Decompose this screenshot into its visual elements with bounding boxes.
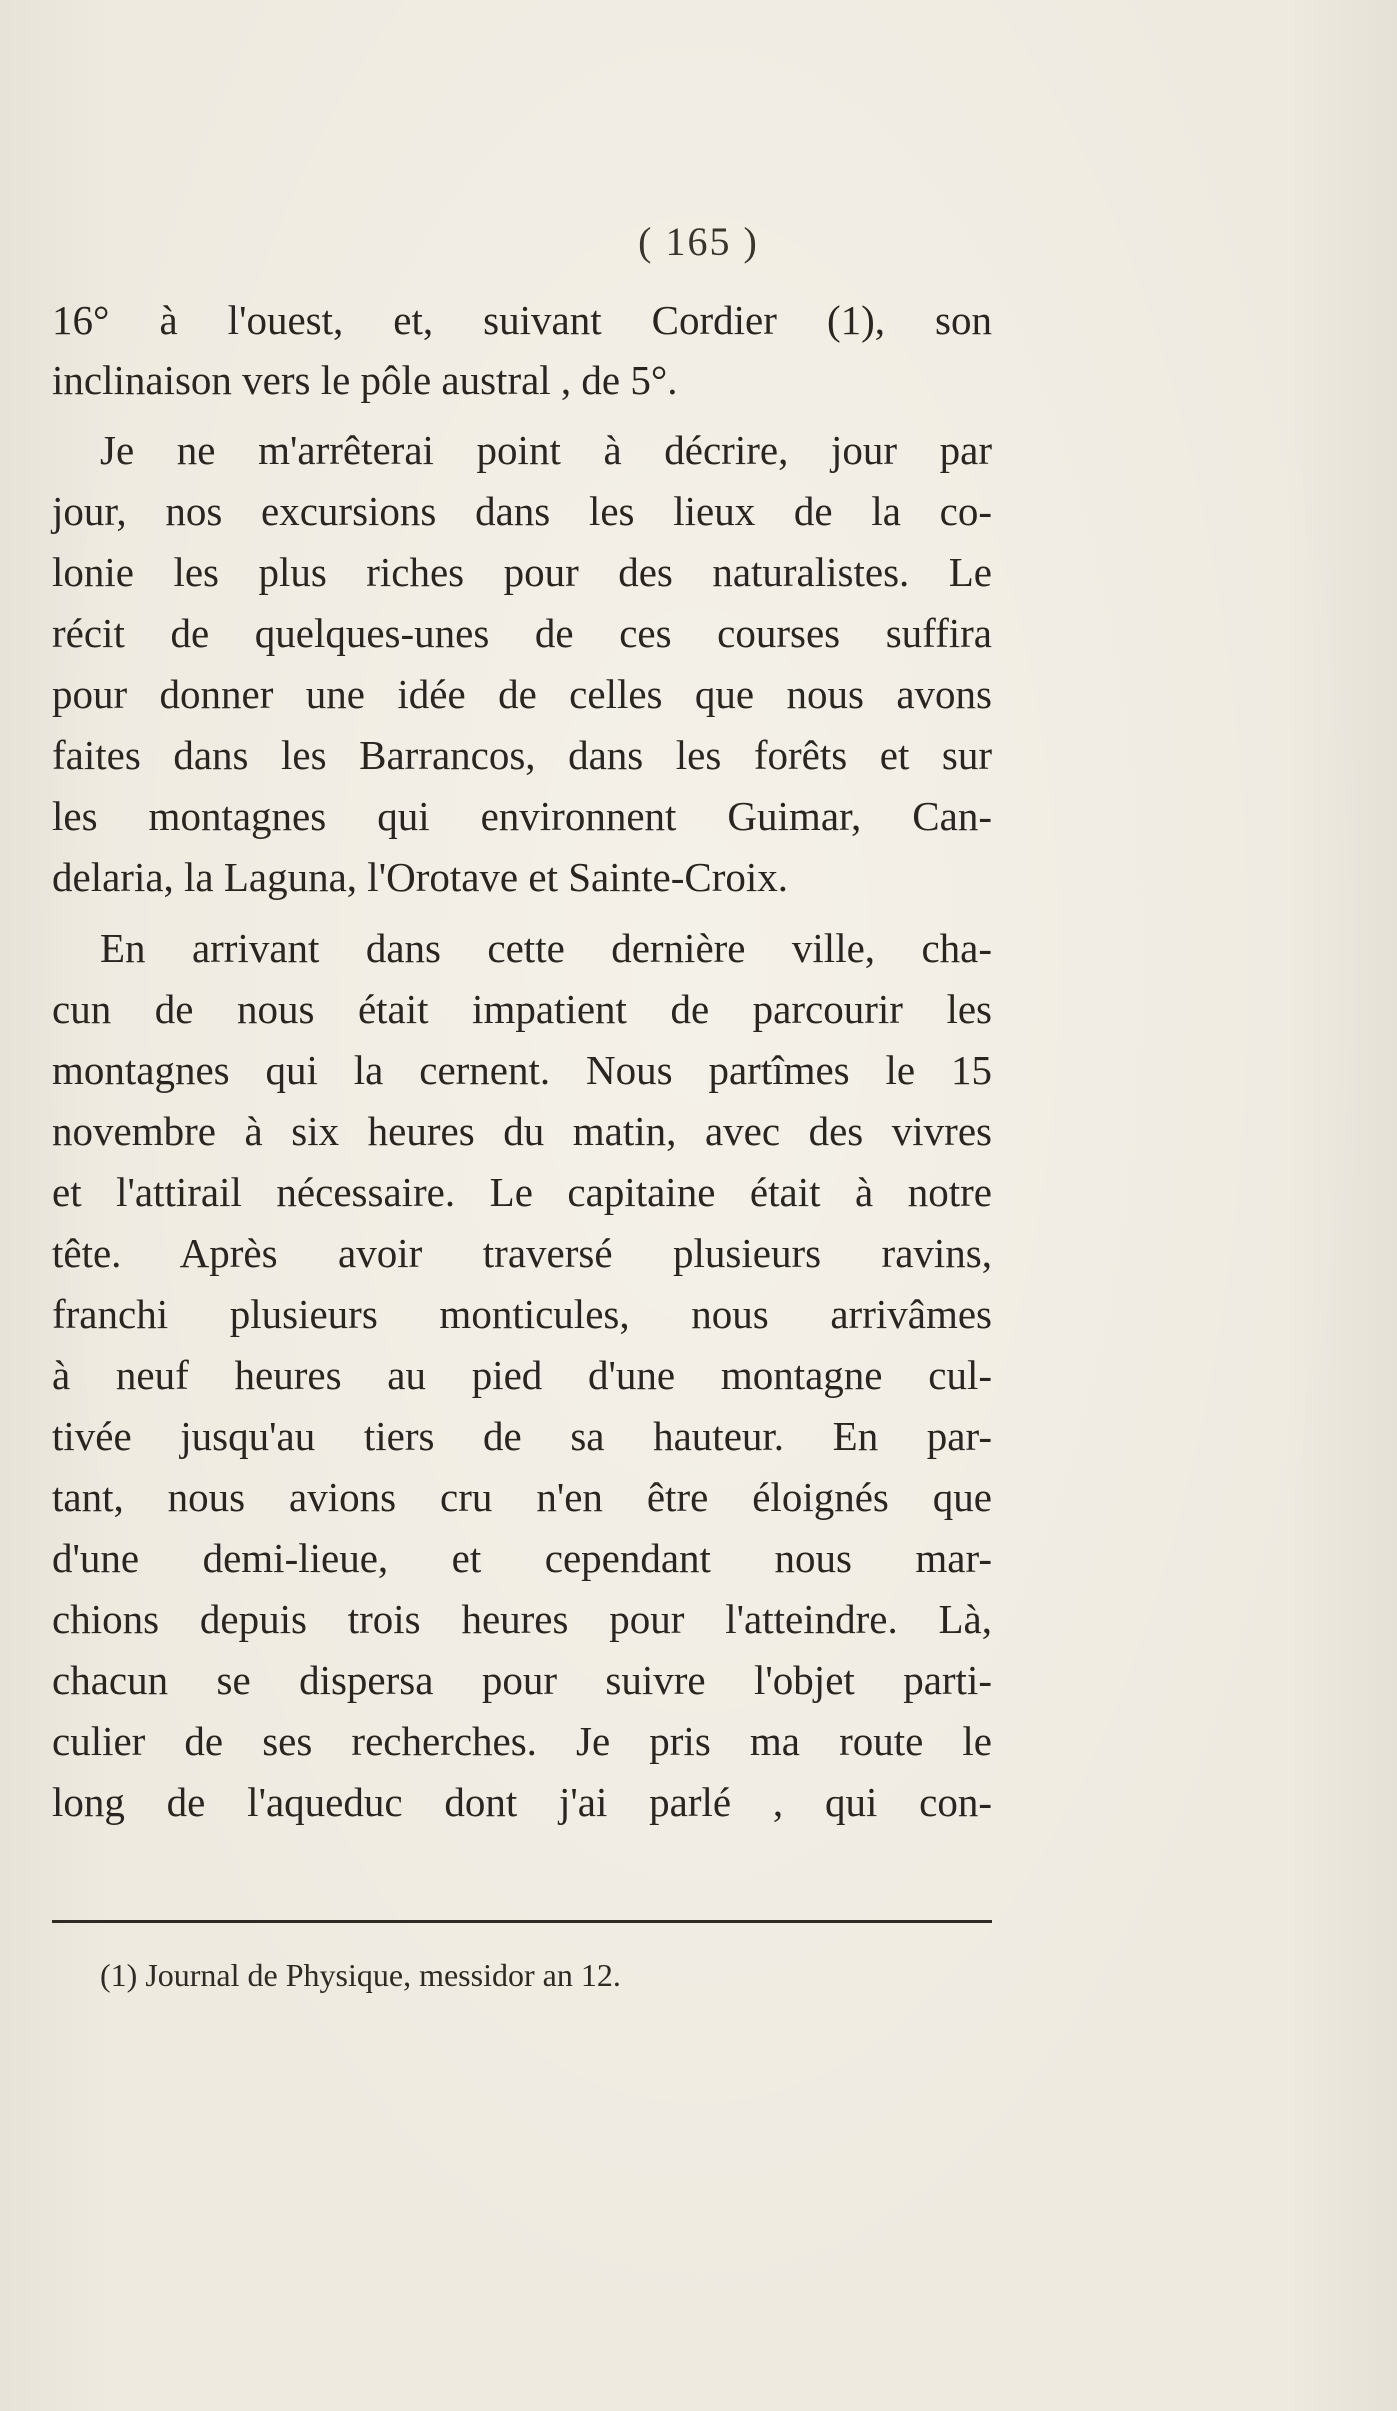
page-number: ( 165 ): [638, 219, 759, 264]
text-line: inclinaison vers le pôle austral , de 5°.: [52, 357, 678, 403]
text-line: long de l'aqueduc dont j'ai parlé , qui con-: [52, 1779, 992, 1825]
paragraph-first-line: En arrivant dans cette dernière ville, cha-: [100, 925, 992, 971]
text-line: lonie les plus riches pour des naturalistes. Le: [52, 549, 992, 595]
text-line: 16° à l'ouest, et, suivant Cordier (1), son: [52, 297, 992, 343]
text-line: les montagnes qui environnent Guimar, Can-: [52, 793, 992, 839]
text-line: novembre à six heures du matin, avec des vivres: [52, 1108, 992, 1154]
text-line: à neuf heures au pied d'une montagne cul-: [52, 1352, 992, 1398]
text-line: montagnes qui la cernent. Nous partîmes le 15: [52, 1047, 992, 1093]
text-line: cun de nous était impatient de parcourir les: [52, 986, 992, 1032]
text-line: franchi plusieurs monticules, nous arrivâmes: [52, 1291, 992, 1337]
text-line: chions depuis trois heures pour l'atteindre. Là,: [52, 1596, 992, 1642]
text-line: récit de quelques-unes de ces courses suffira: [52, 610, 992, 656]
text-line: faites dans les Barrancos, dans les forêts et sur: [52, 732, 992, 778]
text-line: jour, nos excursions dans les lieux de la co-: [52, 488, 992, 534]
text-line: tête. Après avoir traversé plusieurs ravins,: [52, 1230, 992, 1276]
footnote-rule: [52, 1920, 992, 1923]
text-line: et l'attirail nécessaire. Le capitaine était à notre: [52, 1169, 992, 1215]
text-line: tivée jusqu'au tiers de sa hauteur. En par-: [52, 1413, 992, 1459]
text-line: pour donner une idée de celles que nous avons: [52, 671, 992, 717]
text-line: culier de ses recherches. Je pris ma route le: [52, 1718, 992, 1764]
text-line: chacun se dispersa pour suivre l'objet parti-: [52, 1657, 992, 1703]
text-line: d'une demi-lieue, et cependant nous mar-: [52, 1535, 992, 1581]
footnote: (1) Journal de Physique, messidor an 12.: [100, 1957, 621, 1993]
text-line: tant, nous avions cru n'en être éloignés que: [52, 1474, 992, 1520]
text-line: delaria, la Laguna, l'Orotave et Sainte-Croix.: [52, 854, 788, 900]
paragraph-first-line: Je ne m'arrêterai point à décrire, jour par: [100, 427, 992, 473]
